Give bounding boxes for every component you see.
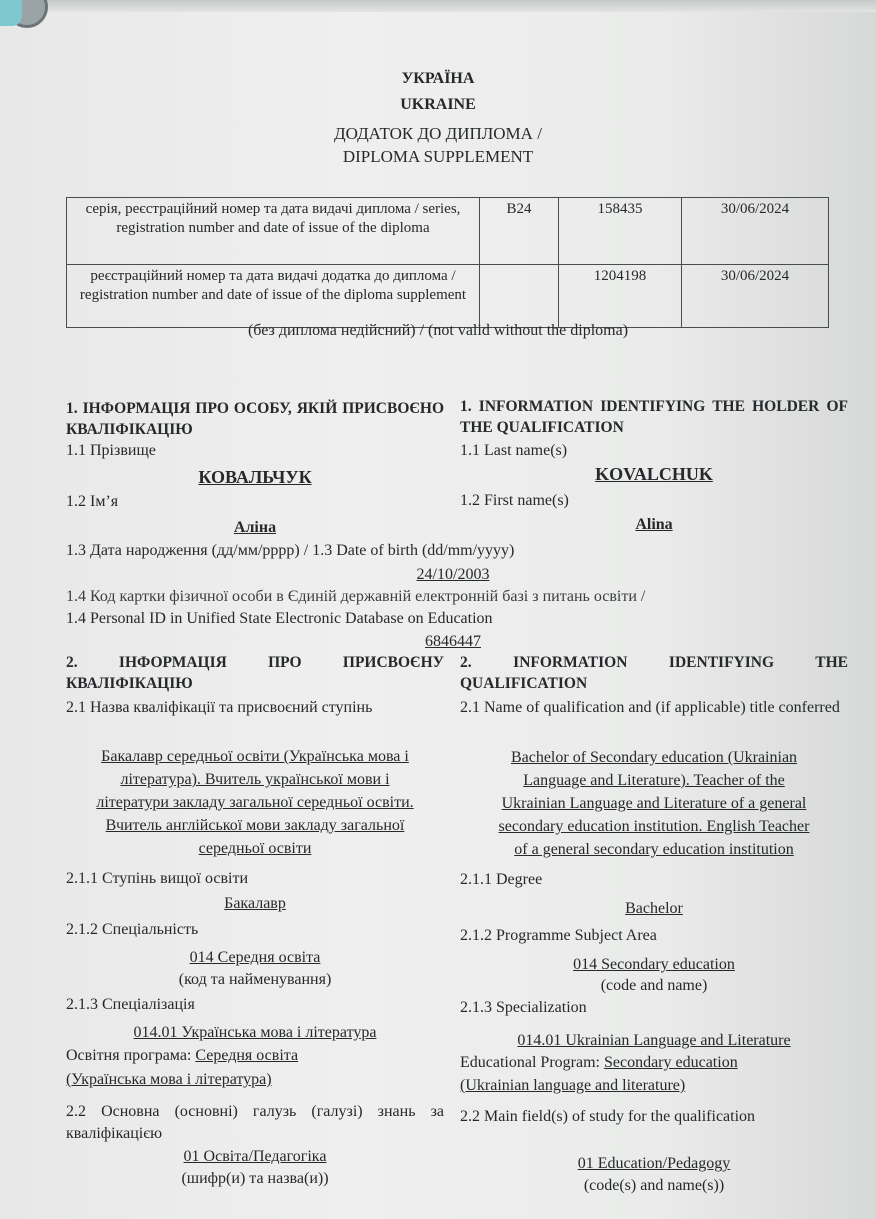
page-top-edge: [0, 0, 876, 12]
field-label-en: 2.2 Main field(s) of study for the qualification: [460, 1108, 756, 1125]
table-row: [67, 198, 829, 265]
field-note-uk: (шифр(и) та назва(и)): [181, 1170, 329, 1187]
serial-number-table: [66, 197, 829, 328]
qualification-line: Вчитель англійської мови закладу загальної: [105, 817, 405, 834]
specialty-note-uk: (код та найменування): [178, 971, 332, 988]
title-uk: ДОДАТОК ДО ДИПЛОМА /: [334, 124, 542, 143]
last-name-label-uk: 1.1 Прізвище: [66, 442, 156, 459]
diploma-date: 30/06/2024: [682, 198, 829, 265]
first-name-label-uk: 1.2 Ім’я: [66, 493, 119, 510]
personal-id-value: 6846447: [425, 633, 481, 650]
diploma-number: 158435: [559, 198, 682, 265]
qualification-line: середньої освіти: [198, 840, 312, 857]
specialty-uk: 014 Середня освіта: [189, 949, 321, 966]
qualification-line: Бакалавр середньої освіти (Українська мова і: [101, 748, 409, 765]
qualification-en: [456, 746, 852, 861]
field-note-en: (code(s) and name(s)): [583, 1177, 725, 1194]
country-en: UKRAINE: [400, 96, 476, 113]
last-name-uk: КОВАЛЬЧУК: [198, 467, 312, 487]
degree-label-en: 2.1.1 Degree: [460, 871, 543, 888]
qualification-line: Bachelor of Secondary education (Ukrainian: [510, 749, 798, 766]
qualification-label-en: 2.1 Name of qualification and (if applicable) title conferred: [460, 699, 840, 716]
field-label-uk: 2.2 Основна (основні) галузь (галузі) знань за кваліфікацією: [66, 1103, 444, 1142]
qualification-line: літератури закладу загальної середньої освіти.: [96, 794, 414, 811]
field-uk: 01 Освіта/Педагогіка: [183, 1148, 327, 1165]
specialty-label-uk: 2.1.2 Спеціальність: [66, 921, 199, 938]
qualification-line: Language and Literature). Teacher of the: [523, 772, 785, 789]
diploma-series: B24: [480, 198, 559, 265]
title-en: DIPLOMA SUPPLEMENT: [342, 147, 534, 166]
specialty-label-en: 2.1.2 Programme Subject Area: [460, 927, 657, 944]
supplement-date: 30/06/2024: [682, 265, 829, 328]
program-value-en-2: (Ukrainian language and literature): [460, 1077, 686, 1094]
personal-id-label-uk: 1.4 Код картки фізичної особи в Єдиній державній електронній базі з питань освіти /: [66, 588, 646, 605]
section2-heading-uk: 2. ІНФОРМАЦІЯ ПРО ПРИСВОЄНУ КВАЛІФІКАЦІЮ: [66, 654, 444, 692]
program-en: [460, 1052, 738, 1074]
section1-heading-uk: 1. ІНФОРМАЦІЯ ПРО ОСОБУ, ЯКІЙ ПРИСВОЄНО КВАЛІФІКАЦІЮ: [66, 400, 444, 438]
validity-note: (без диплома недійсний) / (not valid without the diploma): [247, 322, 629, 339]
specialization-uk: 014.01 Українська мова і література: [133, 1024, 377, 1041]
dob-label: 1.3 Дата народження (дд/мм/рррр) / 1.3 Date of birth (dd/mm/yyyy): [66, 542, 515, 559]
program-value-uk: Середня освіта: [195, 1047, 299, 1064]
ribbon-icon: [0, 0, 22, 26]
degree-uk: Бакалавр: [224, 895, 286, 912]
qualification-uk: [60, 745, 450, 860]
qualification-label-uk: 2.1 Назва кваліфікації та присвоєний ступінь: [66, 699, 373, 716]
specialization-label-en: 2.1.3 Specialization: [460, 999, 587, 1016]
first-name-uk: Аліна: [233, 519, 277, 536]
specialization-en: 014.01 Ukrainian Language and Literature: [517, 1032, 791, 1049]
degree-en: Bachelor: [625, 900, 683, 917]
program-uk: [66, 1045, 298, 1067]
first-name-label-en: 1.2 First name(s): [460, 492, 569, 509]
last-name-label-en: 1.1 Last name(s): [460, 442, 568, 459]
last-name-en: KOVALCHUK: [595, 464, 713, 484]
specialty-en: 014 Secondary education: [573, 956, 735, 973]
program-value-en: Secondary education: [603, 1054, 738, 1071]
specialization-label-uk: 2.1.3 Спеціалізація: [66, 996, 195, 1013]
program-label-uk: Освітня програма:: [66, 1047, 196, 1064]
supplement-series: [480, 265, 559, 328]
qualification-line: Ukrainian Language and Literature of a general: [501, 795, 807, 812]
country-uk: УКРАЇНА: [401, 70, 475, 87]
program-value-uk-2: (Українська мова і література): [66, 1071, 272, 1088]
specialty-note-en: (code and name): [600, 977, 708, 994]
qualification-line: of a general secondary education institution: [514, 841, 794, 858]
section2-heading-en: 2. INFORMATION IDENTIFYING THE QUALIFICATION: [460, 654, 848, 692]
supplement-number: 1204198: [559, 265, 682, 328]
qualification-line: secondary education institution. English Teacher: [498, 818, 810, 835]
table-row: [67, 265, 829, 328]
first-name-en: Alina: [635, 516, 673, 533]
qualification-line: література). Вчитель української мови і: [120, 771, 390, 788]
dob-value: 24/10/2003: [416, 566, 490, 583]
row-label: реєстраційний номер та дата видачі додатка до диплома / registration number and date of issue of the diploma supplement: [67, 265, 480, 328]
personal-id-label-en: 1.4 Personal ID in Unified State Electronic Database on Education: [66, 610, 493, 627]
field-en: 01 Education/Pedagogy: [577, 1155, 731, 1172]
section1-heading-en: 1. INFORMATION IDENTIFYING THE HOLDER OF THE QUALIFICATION: [460, 398, 848, 436]
degree-label-uk: 2.1.1 Ступінь вищої освіти: [66, 870, 249, 887]
row-label: серія, реєстраційний номер та дата видачі диплома / series, registration number and date of issue of the diploma: [67, 198, 480, 265]
program-label-en: Educational Program:: [460, 1054, 604, 1071]
